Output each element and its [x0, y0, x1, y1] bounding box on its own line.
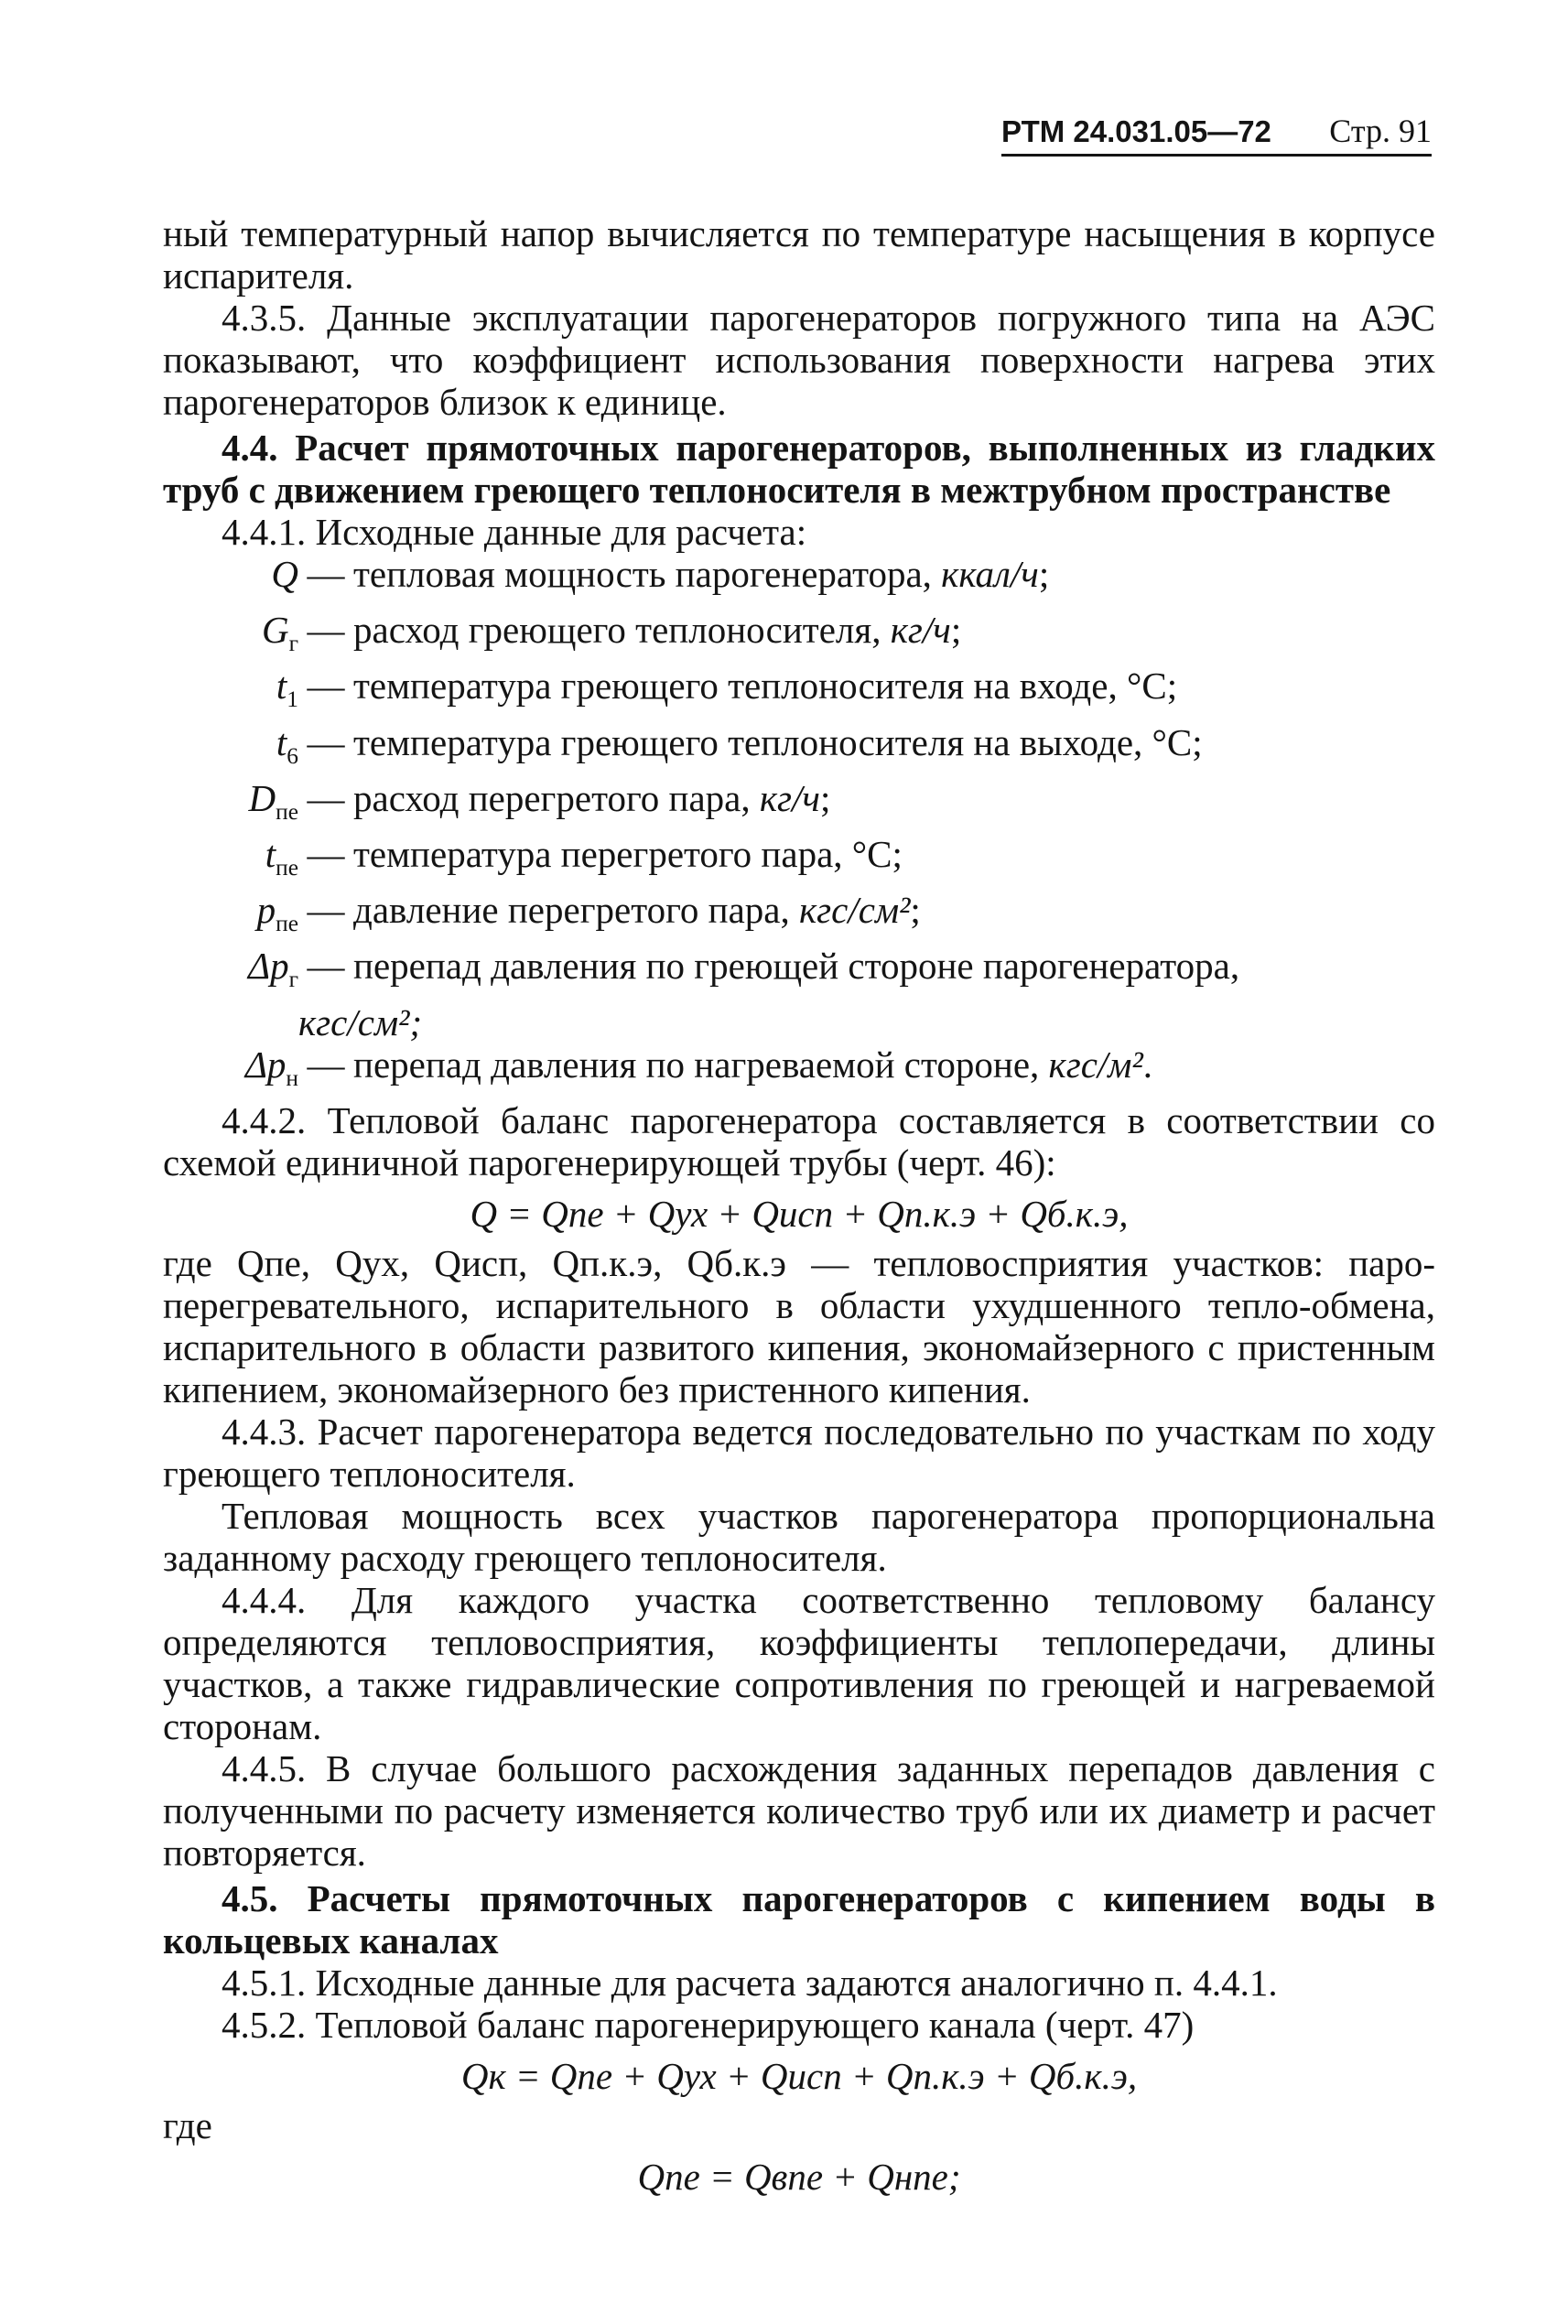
paragraph-4-4-5: 4.4.5. В случае большого расхождения заданных перепадов давления с полученными по расчету изменяется количество труб или их диаметр и расчет повторяется.: [163, 1746, 1435, 1874]
document-body: [163, 212, 1435, 2205]
definition-item: $t_6$ — температура греющего теплоносителя на выходе, °С;: [276, 720, 1203, 769]
document-number: РТМ 24.031.05—72: [1001, 114, 1271, 148]
paragraph-4-4-2: 4.4.2. Тепловой баланс парогенератора составляется в соответствии со схемой единичной парогенерирующей трубы (черт. 46):: [163, 1098, 1435, 1184]
page-header: [1001, 112, 1432, 157]
formula-superheat: Qпе = Qвпе + Qнпе;: [637, 2155, 961, 2198]
formula-channel-balance: Qк = Qпе + Qух + Qисп + Qп.к.э + Qб.к.э,: [460, 2054, 1138, 2097]
section-heading-4-5: 4.5. Расчеты прямоточных парогенераторов с кипением воды в кольцевых каналах: [163, 1876, 1435, 1962]
paragraph-4-4-4: 4.4.4. Для каждого участка соответственно тепловому балансу определяются тепловосприятия, коэффициенты теплопередачи, длины участков, а также гидравлические сопротивления по греющей и нагреваемой сторонам.: [163, 1578, 1435, 1747]
section-heading-4-4: 4.4. Расчет прямоточных парогенераторов, выполненных из гладких труб с движением греющего теплоносителя в межтрубном пространстве: [163, 427, 1435, 511]
definition-item: Q — тепловая мощность парогенератора, ккал/ч;: [271, 553, 1050, 595]
definition-item: $G_г$ — расход греющего теплоносителя, кг/ч;: [261, 609, 962, 657]
formula-heat-balance: Q = Qпе + Qух + Qисп + Qп.к.э + Qб.к.э,: [470, 1192, 1129, 1235]
definition-item: $t_{пе}$ — температура перегретого пара, °С;: [265, 832, 903, 881]
paragraph-continuation: ный температурный напор вычисляется по температуре насыщения в корпусе испарителя.: [163, 212, 1435, 297]
where-label: где: [163, 2103, 212, 2146]
paragraph-4-5-2: 4.5.2. Тепловой баланс парогенерирующего канала (черт. 47): [222, 2003, 1195, 2046]
paragraph-4-4-2-where: где Qпе, Qух, Qисп, Qп.к.э, Qб.к.э — тепловосприятия участков: паро-перегревательного, испарительного в области ухудшенного тепло-обмена, испарительного в области развитого кипения, экономайзерного с пристенным кипением, экономайзерного без пристенного кипения.: [163, 1241, 1435, 1411]
definition-item: $\Delta p_н$ — перепад давления по нагреваемой стороне, кгс/м².: [244, 1043, 1153, 1091]
definitions-list: [163, 553, 1435, 1099]
paragraph-4-5-1: 4.5.1. Исходные данные для расчета задаются аналогично п. 4.4.1.: [222, 1961, 1278, 2004]
definition-continuation: кгс/см²;: [298, 1000, 423, 1043]
definition-item: $p_{пе}$ — давление перегретого пара, кгс/см²;: [256, 889, 921, 937]
paragraph-4-4-1: 4.4.1. Исходные данные для расчета:: [222, 511, 807, 553]
page-number: Стр. 91: [1329, 113, 1432, 149]
paragraph-4-3-5: 4.3.5. Данные эксплуатации парогенераторов погружного типа на АЭС показывают, что коэффициент использования поверхности нагрева этих парогенераторов близок к единице.: [163, 297, 1435, 423]
paragraph-4-4-3: 4.4.3. Расчет парогенератора ведется последовательно по участкам по ходу греющего теплоносителя.: [163, 1410, 1435, 1495]
definition-item: $\Delta p_г$ — перепад давления по греющей стороне парогенератора,: [248, 945, 1240, 993]
definition-item: $t_1$ — температура греющего теплоносителя на входе, °С;: [276, 665, 1178, 713]
paragraph-4-4-3-b: Тепловая мощность всех участков парогенератора пропорциональна заданному расходу греющего теплоносителя.: [163, 1494, 1435, 1579]
definition-item: $D_{пе}$ — расход перегретого пара, кг/ч;: [248, 776, 831, 825]
